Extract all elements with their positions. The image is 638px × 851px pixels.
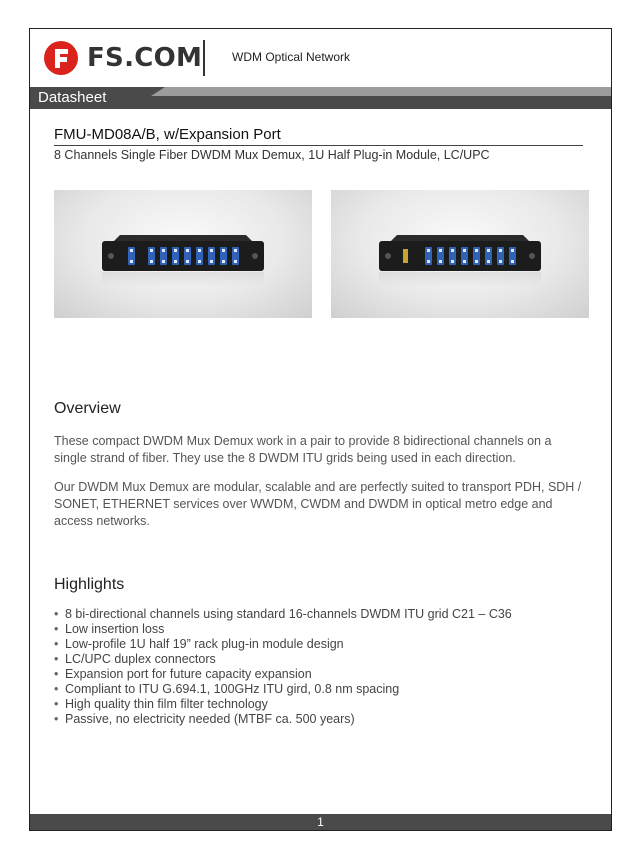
device-illustration bbox=[102, 235, 264, 271]
footer-bar bbox=[30, 814, 611, 830]
list-item: • Passive, no electricity needed (MTBF ca. 500 years) bbox=[54, 712, 594, 727]
list-item: • Low-profile 1U half 19” rack plug-in module design bbox=[54, 637, 594, 652]
device-reflection bbox=[102, 272, 264, 286]
header-divider bbox=[203, 40, 205, 76]
fs-logo-icon bbox=[44, 41, 78, 75]
list-item: • High quality thin film filter technology bbox=[54, 697, 594, 712]
highlights-list bbox=[54, 607, 594, 727]
band-title: Datasheet bbox=[38, 89, 107, 106]
overview-paragraph: These compact DWDM Mux Demux work in a pair to provide 8 bidirectional channels on a single strand of fiber. They use the 8 DWDM ITU grids being used in each direction. bbox=[54, 434, 552, 465]
band-light-bar bbox=[151, 87, 611, 96]
overview-heading: Overview bbox=[54, 400, 121, 417]
section-band bbox=[30, 87, 611, 109]
title-rule bbox=[54, 145, 583, 146]
highlights-heading: Highlights bbox=[54, 576, 125, 593]
list-item: • 8 bi-directional channels using standard 16-channels DWDM ITU grid C21 – C36 bbox=[54, 607, 594, 622]
list-item: • Low insertion loss bbox=[54, 622, 594, 637]
product-photo-angle bbox=[331, 190, 589, 318]
logo-text: FS.COM bbox=[87, 43, 203, 73]
header-subtitle: WDM Optical Network bbox=[232, 50, 351, 64]
product-title: FMU-MD08A/B, w/Expansion Port bbox=[54, 126, 281, 143]
brand-logo[interactable] bbox=[44, 40, 202, 76]
device-illustration bbox=[379, 235, 541, 271]
overview-paragraph: Our DWDM Mux Demux are modular, scalable and are perfectly suited to transport PDH, SDH / SONET, ETHERNET services over WWDM, CWDM and DWDM in optical metro edge and access networks. bbox=[54, 480, 582, 528]
product-subtitle: 8 Channels Single Fiber DWDM Mux Demux, 1U Half Plug-in Module, LC/UPC bbox=[54, 148, 490, 162]
page-number: 1 bbox=[317, 815, 324, 829]
list-item: • Compliant to ITU G.694.1, 100GHz ITU gird, 0.8 nm spacing bbox=[54, 682, 594, 697]
device-reflection bbox=[379, 272, 541, 286]
list-item: • LC/UPC duplex connectors bbox=[54, 652, 594, 667]
product-photo-front bbox=[54, 190, 312, 318]
list-item: • Expansion port for future capacity expansion bbox=[54, 667, 594, 682]
